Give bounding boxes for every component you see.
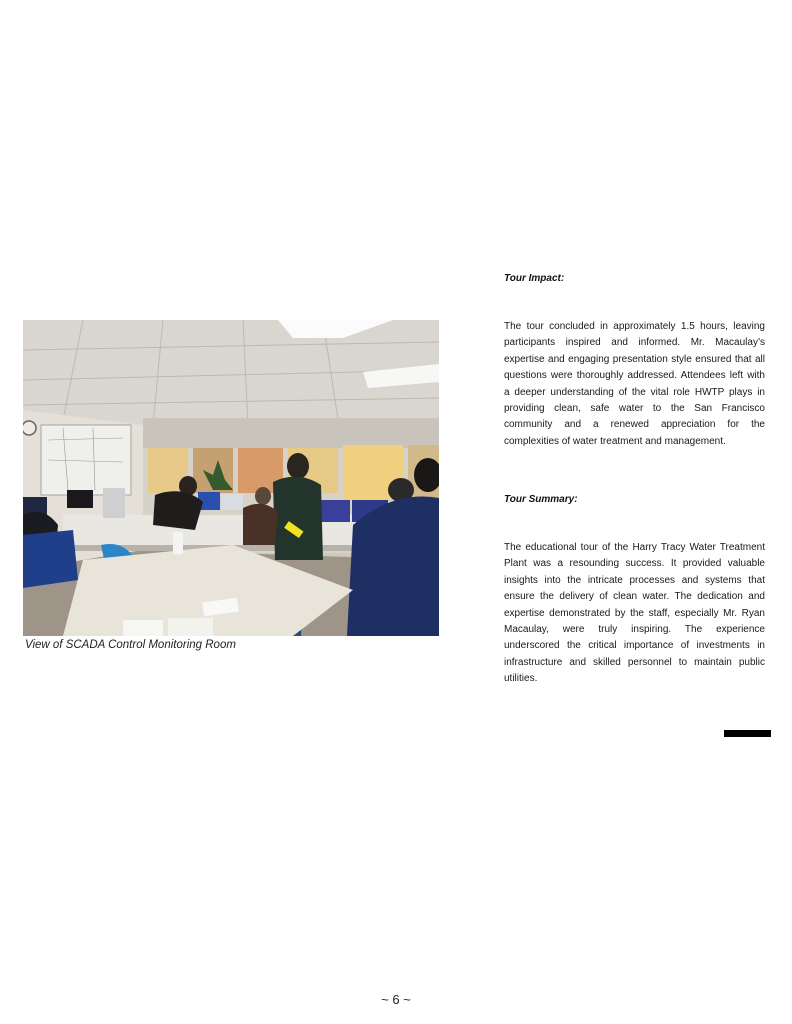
tour-summary-paragraph: The educational tour of the Harry Tracy Water Treatment Plant was a resounding success. It provided valuable insights into the intricate processes and systems that ensure the delivery of clean water. The dedication and expertise demonstrated by the staff, especially Mr. Ryan Macaulay, were truly inspiring. The experience underscored the critical importance of investments in infrastructure and skilled personnel to maintain public utilities. bbox=[504, 542, 765, 685]
tour-summary-heading: Tour Summary: bbox=[504, 494, 578, 505]
control-room-photo bbox=[23, 320, 439, 636]
page-number: ~ 6 ~ bbox=[381, 992, 411, 1007]
tour-impact-heading: Tour Impact: bbox=[504, 273, 565, 284]
decorative-bar bbox=[724, 730, 771, 737]
tour-impact-paragraph: The tour concluded in approximately 1.5 hours, leaving participants inspired and informed. Mr. Macaulay’s expertise and engaging presentation style ensured that all questions were thoroughly addressed. Attendees left with a deeper understanding of the vital role HWTP plays in providing clean, safe water to the San Francisco community and a renewed appreciation for the complexities of water treatment and management. bbox=[504, 321, 765, 447]
photo-caption: View of SCADA Control Monitoring Room bbox=[25, 639, 236, 651]
